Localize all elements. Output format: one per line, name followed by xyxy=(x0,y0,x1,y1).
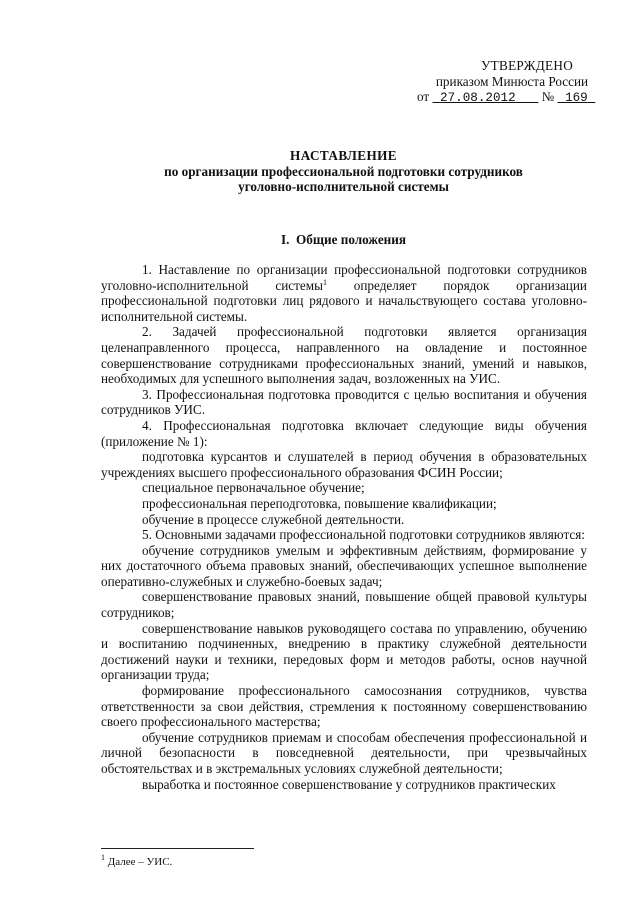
paragraph-1: 1. Наставление по организации профессиональной подготовки сотрудников уголовно-исполнительной системы$^1$ определяет порядок организации профессиональной подготовки лиц рядового и начальствующего состава уголовно-исполнительной системы. xyxy=(101,262,587,324)
list-item: совершенствование навыков руководящего состава по управлению, обучению и воспитанию подчиненных, внедрению в практику служебной деятельности достижений науки и техники, передовых форм и методов работы, основ научной организации труда; xyxy=(101,620,587,683)
paragraph-2: 2. Задачей профессиональной подготовки является организация целенаправленного процесса, направленного на овладение и постоянное совершенствование сотрудниками профессиональных знаний, умений и навыков, необходимых для успешного выполнения задач, возложенных на УИС. xyxy=(101,324,587,387)
list-item: обучение сотрудников умелым и эффективным действиям, формирование у них достаточного объема правовых знаний, обеспечивающих успешное выполнение оперативно-служебных и служебно-боевых задач; xyxy=(101,542,587,589)
number-prefix: № xyxy=(541,89,555,105)
list-item: формирование профессионального самосознания сотрудников, чувства ответственности за свои действия, стремления к постоянному совершенствованию своего профессионального мастерства; xyxy=(101,683,587,730)
title-line-2: по организации профессиональной подготовки сотрудников xyxy=(164,163,523,179)
list-item: обучение в процессе служебной деятельности. xyxy=(142,511,405,527)
footnote-text: Далее – УИС. xyxy=(105,856,173,868)
footnote xyxy=(101,853,173,869)
list-item: специальное первоначальное обучение; xyxy=(142,480,365,496)
footnote-divider xyxy=(101,848,254,849)
list-item: подготовка курсантов и слушателей в период обучения в образовательных учреждениях высшего профессионального образования ФСИН России; xyxy=(101,449,587,480)
document-body xyxy=(101,262,587,792)
list-item: выработка и постоянное совершенствование у сотрудников практических xyxy=(142,776,556,792)
date-prefix: от xyxy=(417,89,430,105)
section-title: Общие положения xyxy=(296,232,407,247)
footnote-mark: 1 xyxy=(101,853,105,862)
list-item: профессиональная переподготовка, повышение квалификации; xyxy=(142,495,497,511)
approved-by-order: приказом Минюста России xyxy=(435,73,589,89)
title-line-3: уголовно-исполнительной системы xyxy=(238,179,449,195)
section-numeral: I. xyxy=(280,232,290,247)
approved-label: УТВЕРЖДЕНО xyxy=(480,58,574,73)
order-number: 169 xyxy=(565,91,588,106)
document-title xyxy=(100,148,587,195)
approval-date-number xyxy=(417,89,597,107)
paragraph-3: 3. Профессиональная подготовка проводится с целью воспитания и обучения сотрудников УИС. xyxy=(101,386,587,418)
order-date: 27.08.2012 xyxy=(440,91,516,106)
paragraph-5: 5. Основными задачами профессиональной подготовки сотрудников являются: xyxy=(142,527,585,543)
paragraph-4: 4. Профессиональная подготовка включает следующие виды обучения (приложение № 1): xyxy=(101,417,587,449)
title-heading: НАСТАВЛЕНИЕ xyxy=(290,148,397,163)
list-item: совершенствование правовых знаний, повышение общей правовой культуры сотрудников; xyxy=(101,589,587,621)
approval-stamp xyxy=(417,58,597,107)
footnote-ref: 1 xyxy=(322,277,327,287)
section-heading xyxy=(100,232,587,248)
list-item: обучение сотрудников приемам и способам обеспечения профессиональной и личной безопасности в повседневной деятельности, при чрезвычайных обстоятельствах и в экстремальных условиях служебной деятельности; xyxy=(101,729,587,776)
